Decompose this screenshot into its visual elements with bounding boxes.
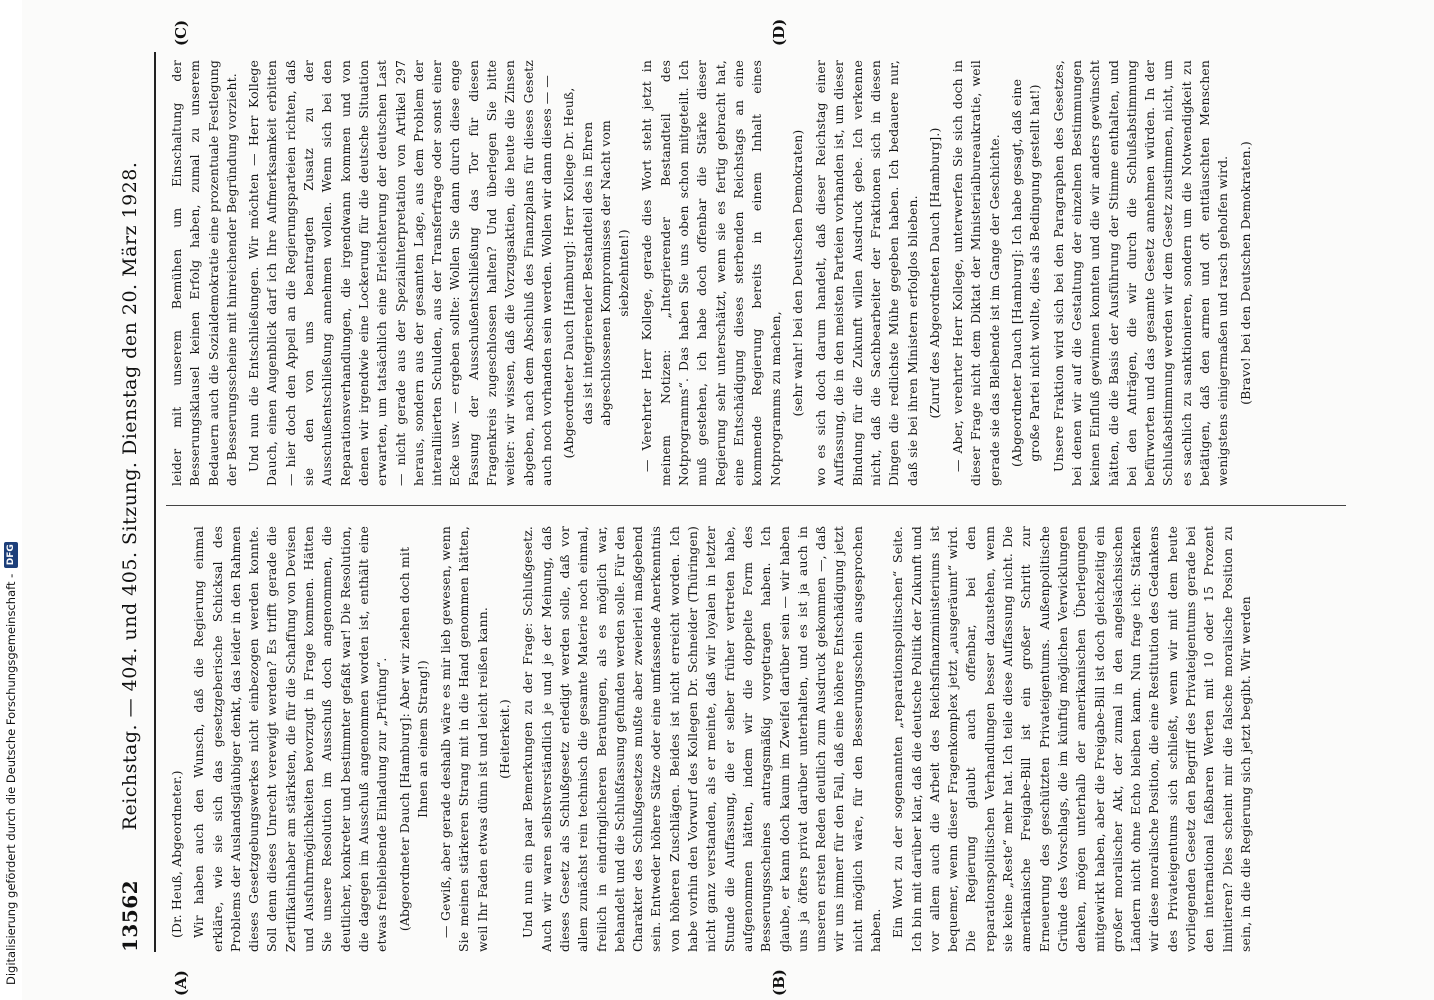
printed-page (110, 18, 1360, 996)
paragraph: (Dr. Heuß, Abgeordneter.) (169, 770, 184, 938)
paragraph: Ein Wort zu der sogenannten „reparationspolitischen“ Seite. Ich bin mit darüber klar, daß die deutsche Politik der Zukunft und vor allem auch die Arbeit des Reichsfinanzministeriums ist bequemer, wenn dieser Fragenkomplex jetzt „ausgeräumt“ wird. Die Regierung glaubt auch offenbar, bei den reparationspolitischen Verhandlungen besser dazustehen, wenn sie keine „Reste“ mehr hat. Ich teile diese Auffassung nicht. Die amerikanische Freigabe-Bill ist ein großer Schritt zur Erneuerung des geschützten Privateigentums. Außenpolitische Gründe des Vorschlags, die im künftig möglichen Verwicklungen denken, mögen unterhalb der amerikanischen Überlegungen mitgewirkt haben, aber die Freigabe-Bill ist doch gleichzeitig ein großer moralischer Akt, der zumal in den angelsächsischen Ländern nicht ohne Echo bleiben kann. Nun frage ich: Stärken wir diese moralische Position, die eine Restitution des Gedankens des Privateigentums sich schließt, wenn wir mit dem heute vorliegenden Gesetz den Begriff des Privateigentums gerade bei den international faßbaren Werten mit 10 oder 15 Prozent limitieren? Dies scheint mir die falsche moralische Position zu sein, in die die Regierung sich jetzt begibt. Wir werden (890, 526, 1253, 952)
margin-marker-d: (D) (770, 18, 788, 46)
digitization-footer (0, 0, 22, 1000)
interjection: (Abgeordneter Dauch [Hamburg]: Herr Kollege Dr. Heuß, das ist integrierender Bestandteil des in Ehren abgeschlossenen Kompromisses der Nacht vom siebzehnten!) (561, 87, 632, 459)
margin-marker-c: (C) (172, 19, 190, 46)
paragraph: wo es sich doch darum handelt, daß dieser Reichstag einer Auffassung, die in den meisten Parteien vorhanden ist, um dieser Bindung für die Zukunft willen Ausdruck gebe. Ich verkenne nicht, daß die Sachbearbeiter der Fraktionen sich in diesen Dingen die redlichste Mühe gegeben haben. Ich bedauere nur, daß sie bei ihren Ministern erfolglos blieben. (813, 60, 920, 486)
header-rule (154, 52, 156, 952)
column-divider (166, 505, 1346, 506)
margin-marker-b: (B) (770, 969, 788, 996)
left-column (168, 526, 1348, 952)
paragraph: — Aber, verehrter Herr Kollege, unterwerfen Sie sich doch in dieser Frage nicht dem Diktat der Ministerialbureaukratie, weil gerade sie das Bleibende ist im Gange der Geschichte. (950, 60, 1002, 486)
footer-credit: Digitalisierung gefördert durch die Deutsche Forschungsgemeinschaft - (4, 573, 18, 985)
interjection: (Heiterkeit.) (497, 699, 513, 779)
paragraph: Wir haben auch den Wunsch, daß die Regierung einmal erkläre, wie sie sich das gesetzgeberische Schicksal des Problems der Auslandsgläubiger denkt, das leider in den Rahmen dieses Gesetzgebungswerkes nicht einbezogen werden konnte. Soll denn dieses Unrecht verewigt werden? Es trifft gerade die Zertifikatinhaber am stärksten, die für die Schaffung von Devisen und Ausfuhrmöglichkeiten bevorzugt in Frage kommen. Hätten Sie unsere Resolution im Ausschuß doch angenommen, die deutlicher, konkreter und bestimmter gefaßt war! Die Resolution, die dagegen im Ausschuß angenommen worden ist, enthält eine etwas freibleibende Einladung zur „Prüfung“. (191, 526, 390, 952)
interjection: (Abgeordneter Dauch [Hamburg]: Aber wir ziehen doch mit Ihnen an einem Strang!) (396, 546, 430, 932)
interjection: (Zuruf des Abgeordneten Dauch [Hamburg].) (926, 127, 942, 419)
paragraph: — Gewiß, aber gerade deshalb wäre es mir lieb gewesen, wenn Sie meinen stärkeren Strang mit in die Hand genommen hätten, weil Ihr Faden etwas dünn ist und leicht reißen kann. (438, 526, 490, 952)
margin-marker-a: (A) (172, 970, 190, 996)
paragraph: Und nun ein paar Bemerkungen zu der Frage: Schlußgesetz. Auch wir waren selbstverständlich je und je der Meinung, daß dieses Gesetz als Schlußgesetz erledigt werden solle, daß vor allem zunächst rein technisch die gesamte Materie noch einmal, freilich in eindringlicheren Beratungen, als es möglich war, behandelt und die Schlußfassung gefunden werden solle. Für den Charakter des Schlußgesetzes mußte aber zweierlei maßgebend sein. Entweder höhere Sätze oder eine umfassende Anerkenntnis von höheren Zuschlägen. Beides ist nicht erreicht worden. Ich habe vorhin den Vorwurf des Kollegen Dr. Schneider (Thüringen) nicht ganz verstanden, als er meinte, daß wir loyalen in letzter Stunde die Auffassung, die er selber früher vertreten habe, aufgenommen hätten, indem wir die doppelte Form des Besserungsscheines antragsmäßig vorgetragen haben. Ich glaube, er kann doch kaum im Zweifel darüber sein — wir haben uns ja öfters privat darüber unterhalten, und es ist ja auch in unseren ersten Reden deutlich zum Ausdruck gekommen —, daß wir uns immer für den Fall, daß eine höhere Entschädigung jetzt nicht möglich wäre, für den Besserungsschein ausgesprochen haben. (520, 526, 883, 952)
interjection: (sehr wahr! bei den Deutschen Demokraten) (789, 129, 805, 417)
paragraph: Unsere Fraktion wird sich bei den Paragraphen des Gesetzes, bei denen wir auf die Gestaltung der einzelnen Bestimmungen keinen Einfluß gewinnen konnten und die wir anders gewünscht hätten, die die Basis der Ausführung der Stimme enthalten, und bei den Anträgen, die wir durch die Schlußabstimmung befürworten und das gesamte Gesetz annehmen würden. In der Schlußabstimmung werden wir dem Gesetz zustimmen, nicht, um es sachlich zu sanktionieren, sondern um die Notwendigkeit zu betätigen, daß den armen und oft enttäuschten Menschen wenigstens einigermaßen und rasch geholfen wird. (1050, 60, 1231, 486)
dfg-logo-icon: DFG (4, 542, 18, 568)
right-column (168, 60, 1348, 486)
page-number: 13562 (118, 879, 142, 952)
paragraph: Und nun die Entschließungen. Wir möchten — Herr Kollege Dauch, einen Augenblick darf ich Ihre Aufmerksamkeit erbitten — hier doch den Appell an die Regierungsparteien richten, daß sie den von uns beantragten Zusatz zu der Ausschußentschließung annehmen wollen. Wenn sich bei den Reparationsverhandlungen, die irgendwann kommen und von denen wir irgendwie eine Lockerung für die deutsche Situation erwarten, um tatsächlich eine Erleichterung der deutschen Last — nicht gerade aus der Spezialinterpretation von Artikel 297 heraus, sondern aus der gesamten Lage, aus dem Problem der interalliierten Schulden, aus der Transferfrage oder sonst einer Ecke usw. — ergeben sollte: Wollen Sie dann durch diese enge Fassung der Ausschußentschließung das Tor für diesen Fragenkreis zugeschlossen halten? Und überlegen Sie bitte weiter: wir wissen, daß die Vorzugsaktien, die heute die Zinsen abgeben, nach dem Abschluß des Finanzplans für dieses Gesetz auch noch vorhanden sein werden. Wollen wir dann dieses — — (246, 60, 554, 486)
page-title: Reichstag. — 404. und 405. Sitzung. Dienstag den 20. März 1928. (119, 161, 141, 831)
paragraph: leider mit unserem Bemühen um Einschaltung der Besserungsklausel keinen Erfolg haben, zumal zu unserem Bedauern auch die Sozialdemokratie eine prozentuale Festlegung der Besserungsscheine mit hinreichender Begründung vorzieht. (169, 60, 239, 486)
page-header (110, 52, 150, 952)
interjection: (Bravo! bei den Deutschen Demokraten.) (1237, 141, 1253, 405)
interjection: (Abgeordneter Dauch [Hamburg]: Ich habe gesagt, daß eine große Partei nicht wollte, dies als Bedingung gestellt hat!) (1009, 78, 1043, 468)
paragraph: — Verehrter Herr Kollege, gerade dies Wort steht jetzt in meinem Notizen: „Integrierender Bestandteil des Notprogramms“. Das haben Sie uns oben schon mitgeteilt. Ich muß gestehen, ich habe doch offenbar die Stärke dieser Regierung sehr unterschätzt, wenn sie es fertig gebracht hat, eine Entschädigung dieses sterbenden Reichstags an eine kommende Regierung bereits in einem Inhalt eines Notprogramms zu machen, (639, 60, 783, 486)
